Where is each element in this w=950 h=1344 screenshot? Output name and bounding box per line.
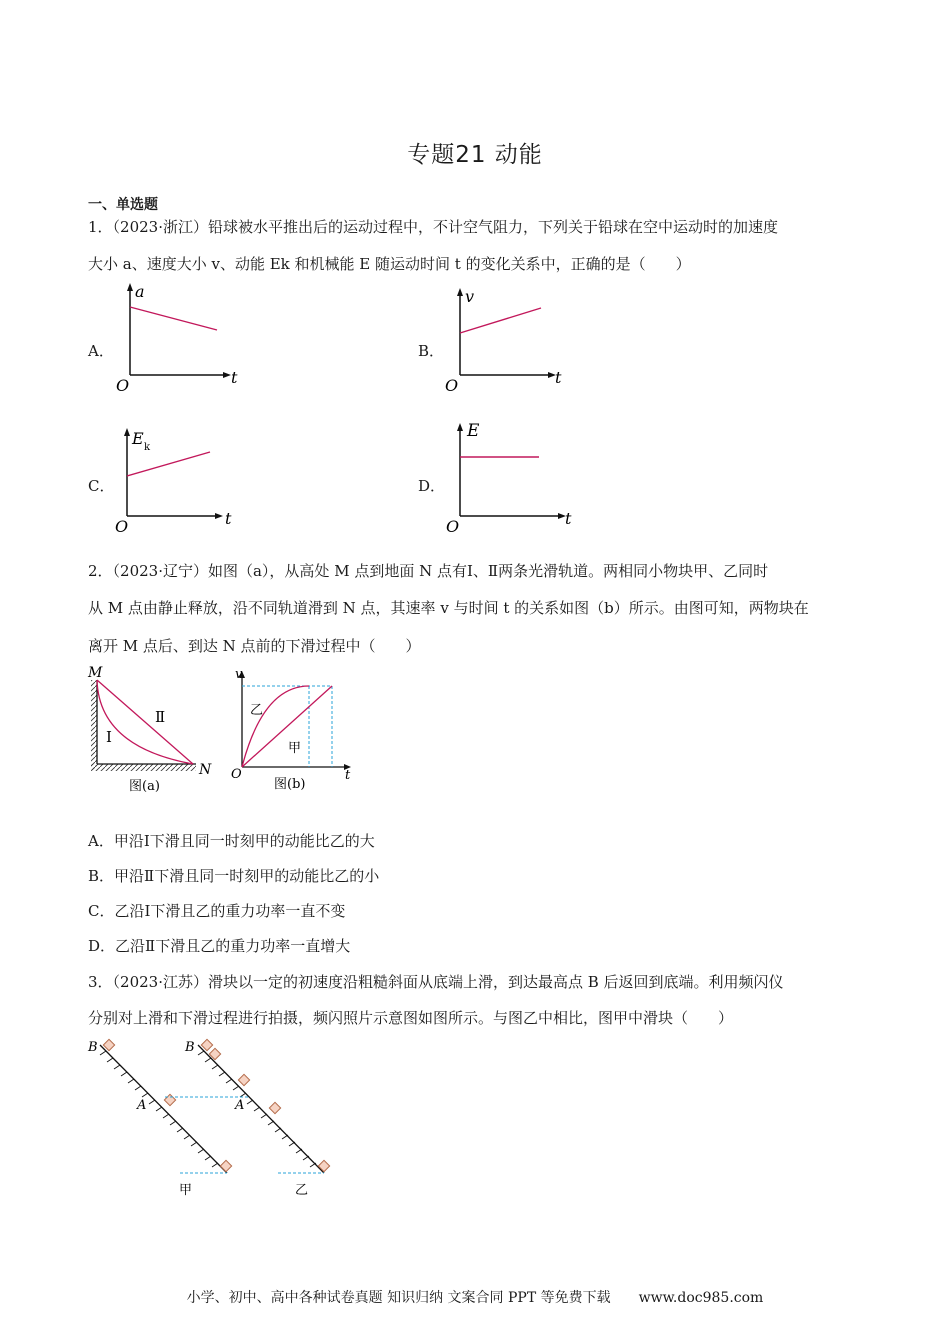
q1-graph-c <box>105 425 255 540</box>
q2-line2: 从 M 点由静止释放，沿不同轨道滑到 N 点，其速率 v 与时间 t 的关系如图（b）所示。由图可知，两物块在 <box>88 599 809 617</box>
q1-graph-b <box>435 285 585 400</box>
track-1-label: Ⅰ <box>106 728 112 746</box>
graph-b-ylabel: v <box>465 287 475 306</box>
graph-d-origin: O <box>446 517 460 536</box>
q2-figure-a <box>85 662 220 797</box>
curve-jia <box>242 686 332 767</box>
graph-b-line <box>460 308 541 333</box>
curve-jia-label: 甲 <box>288 741 302 756</box>
graph-c-xlabel: t <box>225 509 232 528</box>
q2-line3: 离开 M 点后、到达 N 点前的下滑过程中（ ） <box>88 637 421 655</box>
origin-label: O <box>231 767 242 782</box>
incline-yi-hatch <box>198 1051 316 1167</box>
q2-option-a: A．甲沿Ⅰ下滑且同一时刻甲的动能比乙的大 <box>88 832 375 850</box>
wall-hatch <box>91 680 97 770</box>
footer-text: 小学、初中、高中各种试卷真题 知识归纳 文案合同 PPT 等免费下载 www.doc985.com <box>186 1290 764 1306</box>
q3-line2: 分别对上滑和下滑过程进行拍摄，频闪照片示意图如图所示。与图乙中相比，图甲中滑块（ ） <box>88 1009 734 1027</box>
q3-line1: 3．（2023·江苏）滑块以一定的初速度沿粗糙斜面从底端上滑，到达最高点 B 后返回到底端。利用频闪仪 <box>88 973 784 991</box>
q2-option-d: D．乙沿Ⅱ下滑且乙的重力功率一直增大 <box>88 937 351 955</box>
q1-option-a: A． <box>88 342 114 360</box>
q3-figure <box>80 1035 350 1205</box>
ground-hatch <box>91 764 196 771</box>
fig-yi-caption: 乙 <box>295 1183 309 1198</box>
graph-c-ylabel: E <box>132 429 144 448</box>
axis-t-label: t <box>345 768 351 783</box>
q1-graph-a <box>105 280 255 395</box>
incline-jia-hatch <box>100 1051 218 1167</box>
curve-yi-label: 乙 <box>250 703 264 718</box>
q2-option-b: B．甲沿Ⅱ下滑且同一时刻甲的动能比乙的小 <box>88 867 380 885</box>
graph-a-line <box>130 307 217 330</box>
graph-c-origin: O <box>115 517 129 536</box>
fig-b-caption: 图(b) <box>274 777 306 792</box>
q1-option-c: C． <box>88 477 115 495</box>
track-straight <box>97 680 193 764</box>
point-n-label: N <box>199 762 212 778</box>
q2-line1: 2．（2023·辽宁）如图（a），从高处 M 点到地面 N 点有Ⅰ、Ⅱ两条光滑轨道。两相同小物块甲、乙同时 <box>88 562 769 580</box>
graph-a-origin: O <box>116 376 130 395</box>
fig-a-caption: 图(a) <box>129 779 160 794</box>
incline-yi <box>198 1045 324 1173</box>
graph-a-ylabel: a <box>135 282 145 301</box>
graph-d-ylabel: E <box>467 421 480 441</box>
section-heading: 一、单选题 <box>88 197 158 213</box>
q1-option-b: B． <box>418 342 445 360</box>
axis-v-label: v <box>235 667 243 682</box>
q1-graph-d <box>435 418 585 538</box>
track-2-label: Ⅱ <box>155 708 166 726</box>
graph-a-xlabel: t <box>231 368 238 387</box>
page-title: 专题21 动能 <box>407 142 543 168</box>
point-b-yi: B <box>185 1040 195 1055</box>
q2-figure-b <box>225 662 360 797</box>
graph-b-origin: O <box>445 376 459 395</box>
point-a-yi: A <box>235 1098 245 1113</box>
point-b-jia: B <box>88 1040 98 1055</box>
q2-option-c: C．乙沿Ⅰ下滑且乙的重力功率一直不变 <box>88 902 346 920</box>
graph-b-xlabel: t <box>555 368 562 387</box>
graph-c-line <box>127 452 210 476</box>
incline-jia <box>100 1045 227 1173</box>
point-a-jia: A <box>137 1098 147 1113</box>
fig-jia-caption: 甲 <box>179 1183 193 1198</box>
q1-line1: 1．（2023·浙江）铅球被水平推出后的运动过程中，不计空气阻力，下列关于铅球在空中运动时的加速度 <box>88 218 778 236</box>
graph-d-xlabel: t <box>565 509 572 528</box>
q1-option-d: D． <box>418 477 446 495</box>
point-m-label: M <box>88 665 103 681</box>
yi-blocks <box>201 1039 329 1171</box>
graph-c-ysub: k <box>144 442 151 453</box>
q1-line2: 大小 a、速度大小 v、动能 Ek 和机械能 E 随运动时间 t 的变化关系中，正确的是（ ） <box>88 255 691 273</box>
